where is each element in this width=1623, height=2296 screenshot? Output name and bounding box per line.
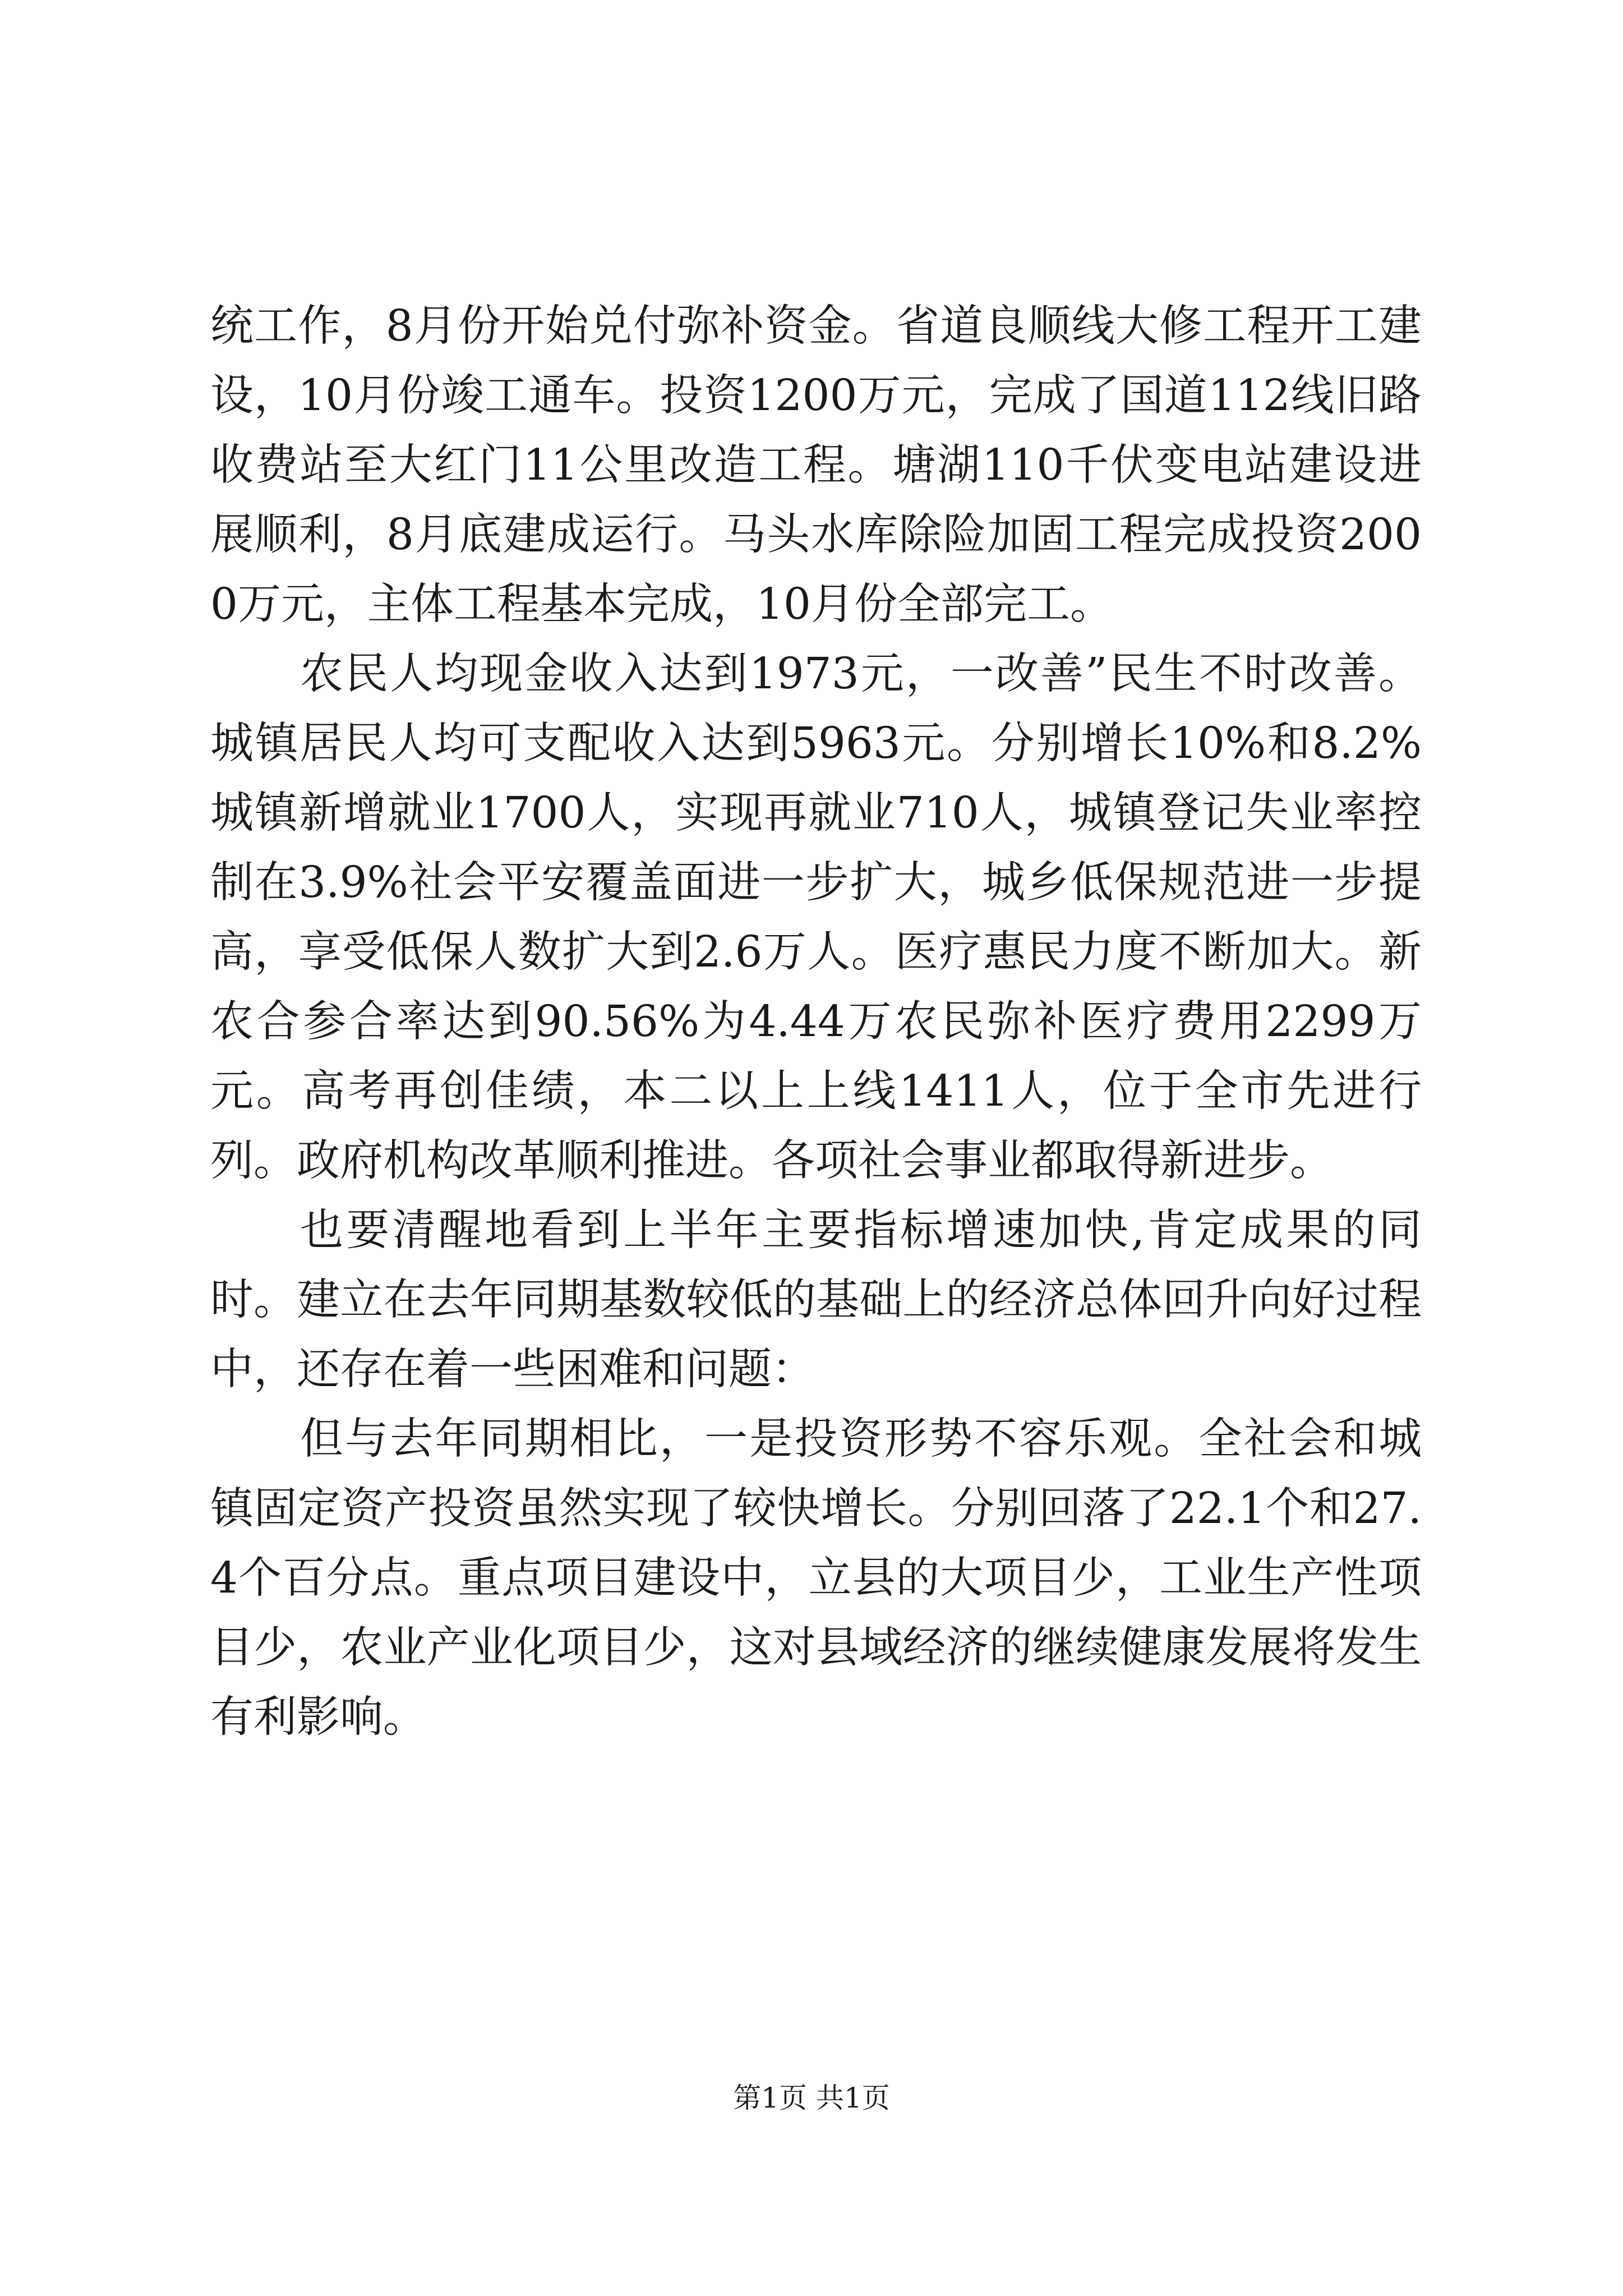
paragraph-problems-intro: 也要清醒地看到上半年主要指标增速加快,肯定成果的同时。建立在去年同期基数较低的基础上的经济总体回升向好过程中，还存在着一些困难和问题： (210, 1205, 1422, 1395)
paragraph-income: 农民人均现金收入达到1973元，一改善”民生不时改善。城镇居民人均可支配收入达到5963元。分别增长10%和8.2%城镇新增就业1700人，实现再就业710人，城镇登记失业率控制在3.9%社会平安覆盖面进一步扩大，城乡低保规范进一步提高，享受低保人数扩大到2.6万人。医疗惠民力度不断加大。新农合参合率达到90.56%为4.44万农民弥补医疗费用2299万元。高考再创佳绩，本二以上上线1411人，位于全市先进行列。政府机构改革顺利推进。各项社会事业都取得新进步。 (210, 649, 1422, 1186)
document-body (210, 292, 1422, 1752)
page-footer: 第1页 共1页 (733, 2082, 890, 2114)
paragraph-investment: 但与去年同期相比，一是投资形势不容乐观。全社会和城镇固定资产投资虽然实现了较快增长。分别回落了22.1个和27.4个百分点。重点项目建设中，立县的大项目少，工业生产性项目少，农业产业化项目少，这对县域经济的继续健康发展将发生有利影响。 (210, 1414, 1422, 1742)
paragraph-continuation: 统工作，8月份开始兑付弥补资金。省道良顺线大修工程开工建设，10月份竣工通车。投资1200万元，完成了国道112线旧路收费站至大红门11公里改造工程。塘湖110千伏变电站建设进展顺利，8月底建成运行。马头水库除险加固工程完成投资2000万元，主体工程基本完成，10月份全部完工。 (210, 301, 1422, 629)
